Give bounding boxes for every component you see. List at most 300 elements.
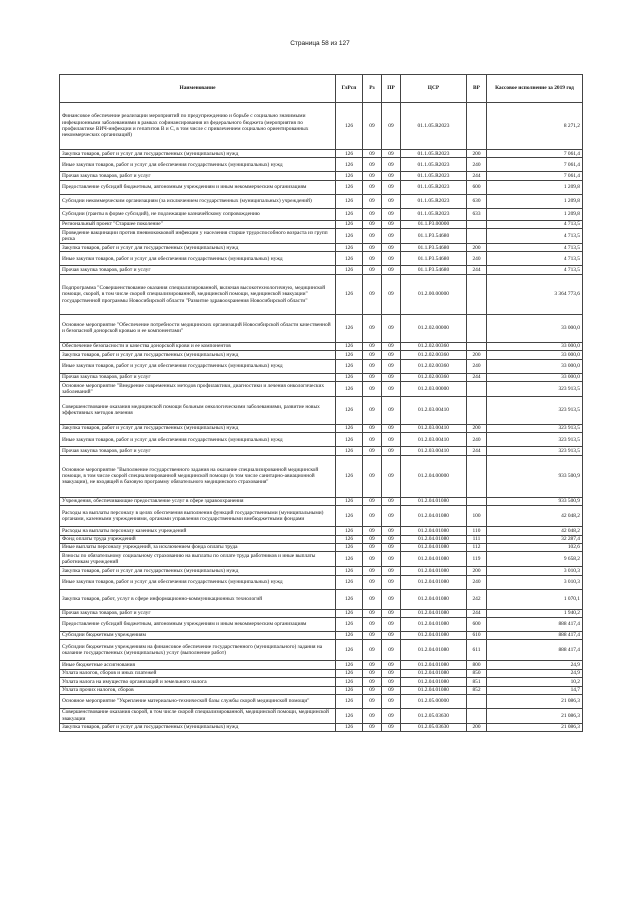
cell-name: Предоставление субсидий бюджетным, автономным учреждениям и иным некоммерческим организациям: [60, 617, 336, 631]
cell-grs: 126: [336, 609, 363, 617]
cell-csr: 01.2.04.01080: [401, 567, 467, 575]
cell-rz: 09: [363, 433, 382, 447]
cell-vr: 244: [467, 447, 487, 455]
cell-vr: 611: [467, 640, 487, 661]
cell-rz: 09: [363, 220, 382, 228]
cell-pr: 09: [382, 609, 401, 617]
cell-pr: 09: [382, 506, 401, 527]
cell-sum: 4 713,5: [487, 244, 583, 252]
cell-csr: 01.2.03.00410: [401, 424, 467, 432]
cell-pr: 09: [382, 244, 401, 252]
cell-pr: 09: [382, 447, 401, 455]
cell-pr: 09: [382, 103, 401, 150]
cell-pr: 09: [382, 351, 401, 359]
cell-sum: 4 713,5: [487, 220, 583, 228]
cell-rz: 09: [363, 447, 382, 455]
table-row: [60, 433, 583, 447]
table-row: [60, 382, 583, 397]
cell-rz: 09: [363, 252, 382, 266]
cell-csr: 01.2.03.00410: [401, 433, 467, 447]
table-row: [60, 723, 583, 731]
cell-sum: 33 000,0: [487, 351, 583, 359]
cell-grs: 126: [336, 266, 363, 274]
header-pr: ПР: [382, 75, 401, 103]
cell-csr: 01.2.05.03630: [401, 723, 467, 731]
cell-rz: 09: [363, 342, 382, 350]
cell-sum: 8 271,2: [487, 103, 583, 150]
cell-grs: 126: [336, 617, 363, 631]
cell-grs: 126: [336, 447, 363, 455]
table-row: [60, 669, 583, 677]
cell-rz: 09: [363, 382, 382, 397]
cell-grs: 126: [336, 359, 363, 373]
cell-grs: 126: [336, 351, 363, 359]
cell-name: Основное мероприятие "Внедрение современных методов профилактики, диагностики и лечения онкологических заболеваний": [60, 382, 336, 397]
cell-vr: 600: [467, 180, 487, 194]
cell-name: Проведение вакцинации против пневмококковой инфекции у населения старше трудоспособного возраста из групп риска: [60, 229, 336, 244]
cell-rz: 09: [363, 543, 382, 551]
cell-csr: 01.1.P3.54680: [401, 244, 467, 252]
cell-grs: 126: [336, 103, 363, 150]
cell-name: Прочая закупка товаров, работ и услуг: [60, 266, 336, 274]
cell-csr: 01.1.P3.54680: [401, 266, 467, 274]
table-row: [60, 567, 583, 575]
table-row: [60, 694, 583, 708]
header-sum: Кассовое исполнение за 2019 год: [487, 75, 583, 103]
cell-csr: 01.2.02.00360: [401, 373, 467, 381]
cell-csr: 01.1.05.R2023: [401, 180, 467, 194]
cell-sum: 4 713,5: [487, 266, 583, 274]
cell-vr: 244: [467, 609, 487, 617]
cell-sum: 33 000,0: [487, 359, 583, 373]
cell-name: Прочая закупка товаров, работ и услуг: [60, 172, 336, 180]
cell-vr: 244: [467, 266, 487, 274]
cell-sum: 323 913,5: [487, 382, 583, 397]
cell-csr: 01.1.P3.54680: [401, 252, 467, 266]
cell-vr: 200: [467, 567, 487, 575]
cell-csr: 01.2.04.01080: [401, 631, 467, 639]
cell-name: Уплата налогов, сборов и иных платежей: [60, 669, 336, 677]
cell-sum: 33 000,0: [487, 314, 583, 342]
cell-csr: 01.2.04.01080: [401, 678, 467, 686]
cell-vr: [467, 314, 487, 342]
cell-csr: 01.1.05.R2023: [401, 208, 467, 220]
cell-vr: 852: [467, 686, 487, 694]
cell-name: Уплата налога на имущество организаций и земельного налога: [60, 678, 336, 686]
table-row: [60, 220, 583, 228]
cell-name: Расходы на выплаты персоналу в целях обеспечения выполнения функций государственными (муниципальными) органами, казенными учреждениями, органами управления государственными внебюджетными фондами: [60, 506, 336, 527]
table-row: [60, 424, 583, 432]
cell-pr: 09: [382, 527, 401, 535]
cell-rz: 09: [363, 103, 382, 150]
cell-grs: 126: [336, 150, 363, 158]
cell-csr: 01.2.03.00000: [401, 382, 467, 397]
cell-sum: 1 209,8: [487, 194, 583, 208]
cell-sum: 7 061,4: [487, 150, 583, 158]
cell-pr: 09: [382, 694, 401, 708]
cell-pr: 09: [382, 535, 401, 543]
cell-grs: 126: [336, 314, 363, 342]
table-row: [60, 708, 583, 723]
cell-pr: 09: [382, 220, 401, 228]
cell-name: Прочая закупка товаров, работ и услуг: [60, 609, 336, 617]
cell-vr: 851: [467, 678, 487, 686]
table-row: [60, 543, 583, 551]
cell-name: Совершенствование оказания медицинской помощи больным онкологическими заболеваниями, развитие новых эффективных методов лечения: [60, 396, 336, 424]
cell-grs: 126: [336, 229, 363, 244]
cell-vr: 610: [467, 631, 487, 639]
cell-name: Субсидии некоммерческим организациям (за исключением государственных (муниципальных) учреждений): [60, 194, 336, 208]
table-row: [60, 575, 583, 589]
cell-name: Подпрограмма "Совершенствование оказания специализированной, включая высокотехнологичную, медицинской помощи, скорой, в том числе скорой специализированной, медицинской помощи, медицинской эвакуации" государственной программы Новосибирской области "Развитие здравоохранения Новосибирской области": [60, 274, 336, 314]
cell-name: Иные закупки товаров, работ и услуг для обеспечения государственных (муниципальных) нужд: [60, 359, 336, 373]
cell-csr: 01.1.05.R2023: [401, 172, 467, 180]
cell-sum: 24,9: [487, 669, 583, 677]
cell-sum: 888 417,4: [487, 631, 583, 639]
cell-csr: 01.2.04.01080: [401, 609, 467, 617]
cell-grs: 126: [336, 373, 363, 381]
cell-grs: 126: [336, 686, 363, 694]
cell-grs: 126: [336, 433, 363, 447]
cell-rz: 09: [363, 506, 382, 527]
cell-vr: [467, 396, 487, 424]
table-row: [60, 589, 583, 609]
table-row: [60, 158, 583, 172]
cell-grs: 126: [336, 424, 363, 432]
cell-csr: 01.2.05.00000: [401, 694, 467, 708]
cell-rz: 09: [363, 589, 382, 609]
cell-vr: 800: [467, 661, 487, 669]
cell-grs: 126: [336, 575, 363, 589]
cell-csr: 01.2.04.01080: [401, 506, 467, 527]
cell-csr: 01.2.05.03630: [401, 708, 467, 723]
cell-name: Субсидии бюджетным учреждениям: [60, 631, 336, 639]
cell-sum: 7 061,4: [487, 158, 583, 172]
cell-sum: 32 287,4: [487, 535, 583, 543]
cell-csr: 01.2.04.01080: [401, 640, 467, 661]
header-name: Наименование: [60, 75, 336, 103]
cell-grs: 126: [336, 708, 363, 723]
cell-vr: 244: [467, 373, 487, 381]
cell-sum: 888 417,4: [487, 617, 583, 631]
cell-rz: 09: [363, 609, 382, 617]
cell-pr: 09: [382, 342, 401, 350]
cell-rz: 09: [363, 158, 382, 172]
cell-grs: 126: [336, 694, 363, 708]
cell-name: Прочая закупка товаров, работ и услуг: [60, 373, 336, 381]
cell-name: Закупка товаров, работ и услуг для государственных (муниципальных) нужд: [60, 424, 336, 432]
cell-rz: 09: [363, 180, 382, 194]
table-row: [60, 617, 583, 631]
cell-csr: 01.2.04.01080: [401, 497, 467, 505]
cell-rz: 09: [363, 150, 382, 158]
table-row: [60, 150, 583, 158]
cell-grs: 126: [336, 180, 363, 194]
cell-name: Расходы на выплаты персоналу казенных учреждений: [60, 527, 336, 535]
cell-rz: 09: [363, 274, 382, 314]
cell-rz: 09: [363, 678, 382, 686]
cell-pr: 09: [382, 433, 401, 447]
cell-csr: 01.2.02.00360: [401, 359, 467, 373]
cell-grs: 126: [336, 497, 363, 505]
cell-sum: 33 000,0: [487, 373, 583, 381]
cell-csr: 01.2.04.00000: [401, 455, 467, 497]
cell-csr: 01.2.04.01080: [401, 552, 467, 567]
cell-grs: 126: [336, 552, 363, 567]
cell-name: Прочая закупка товаров, работ и услуг: [60, 447, 336, 455]
cell-sum: 4 713,5: [487, 252, 583, 266]
cell-name: Уплата прочих налогов, сборов: [60, 686, 336, 694]
cell-rz: 09: [363, 359, 382, 373]
cell-vr: [467, 455, 487, 497]
cell-name: Фонд оплаты труда учреждений: [60, 535, 336, 543]
cell-pr: 09: [382, 497, 401, 505]
cell-vr: 630: [467, 194, 487, 208]
cell-sum: 21 086,3: [487, 694, 583, 708]
cell-sum: 42 048,2: [487, 527, 583, 535]
table-row: [60, 640, 583, 661]
cell-name: Иные закупки товаров, работ и услуг для обеспечения государственных (муниципальных) нужд: [60, 575, 336, 589]
cell-sum: 888 417,4: [487, 640, 583, 661]
cell-vr: [467, 103, 487, 150]
table-row: [60, 506, 583, 527]
cell-sum: 323 913,5: [487, 433, 583, 447]
table-row: [60, 535, 583, 543]
cell-grs: 126: [336, 252, 363, 266]
cell-name: Финансовое обеспечение реализации мероприятий по предупреждению и борьбе с социально значимыми инфекционными заболеваниями в рамках софинансирования из федерального бюджета (мероприятия по профилактике ВИЧ-инфекции и гепатитов В и С, в том числе с привлечением социально ориентированных некоммерческих организаций): [60, 103, 336, 150]
cell-name: Иные выплаты персоналу учреждений, за исключением фонда оплаты труда: [60, 543, 336, 551]
cell-rz: 09: [363, 229, 382, 244]
table-row: [60, 609, 583, 617]
cell-vr: [467, 497, 487, 505]
cell-csr: 01.2.02.00360: [401, 351, 467, 359]
cell-vr: 850: [467, 669, 487, 677]
cell-name: Закупка товаров, работ и услуг для государственных (муниципальных) нужд: [60, 351, 336, 359]
cell-pr: 09: [382, 396, 401, 424]
table-row: [60, 552, 583, 567]
cell-pr: 09: [382, 266, 401, 274]
cell-vr: 240: [467, 433, 487, 447]
cell-name: Закупка товаров, работ и услуг для государственных (муниципальных) нужд: [60, 244, 336, 252]
cell-grs: 126: [336, 506, 363, 527]
cell-pr: 09: [382, 686, 401, 694]
cell-vr: 110: [467, 527, 487, 535]
cell-vr: [467, 220, 487, 228]
cell-vr: 240: [467, 359, 487, 373]
cell-sum: 323 913,5: [487, 424, 583, 432]
cell-sum: 933 500,9: [487, 497, 583, 505]
cell-vr: 200: [467, 351, 487, 359]
cell-sum: 9 658,2: [487, 552, 583, 567]
cell-csr: 01.1.05.R2023: [401, 103, 467, 150]
cell-sum: 1 940,2: [487, 609, 583, 617]
cell-rz: 09: [363, 194, 382, 208]
table-row: [60, 208, 583, 220]
cell-sum: 102,6: [487, 543, 583, 551]
cell-rz: 09: [363, 497, 382, 505]
cell-rz: 09: [363, 617, 382, 631]
table-row: [60, 229, 583, 244]
cell-csr: 01.2.04.01080: [401, 527, 467, 535]
cell-csr: 01.2.04.01080: [401, 669, 467, 677]
cell-vr: 200: [467, 424, 487, 432]
table-row: [60, 252, 583, 266]
cell-name: Совершенствование оказания скорой, в том числе скорой специализированной, медицинской помощи, медицинской эвакуации: [60, 708, 336, 723]
cell-pr: 09: [382, 567, 401, 575]
cell-rz: 09: [363, 244, 382, 252]
cell-pr: 09: [382, 631, 401, 639]
table-row: [60, 396, 583, 424]
cell-csr: 01.2.04.01080: [401, 543, 467, 551]
cell-grs: 126: [336, 661, 363, 669]
cell-rz: 09: [363, 208, 382, 220]
cell-rz: 09: [363, 669, 382, 677]
cell-grs: 126: [336, 158, 363, 172]
cell-vr: 112: [467, 543, 487, 551]
cell-pr: 09: [382, 424, 401, 432]
page-header: Страница 58 из 127: [290, 40, 350, 47]
table-row: [60, 678, 583, 686]
table-row: [60, 274, 583, 314]
cell-name: Закупка товаров, работ и услуг для государственных (муниципальных) нужд: [60, 723, 336, 731]
cell-pr: 09: [382, 229, 401, 244]
cell-vr: [467, 708, 487, 723]
cell-rz: 09: [363, 686, 382, 694]
cell-grs: 126: [336, 274, 363, 314]
cell-pr: 09: [382, 359, 401, 373]
cell-vr: 242: [467, 589, 487, 609]
cell-vr: [467, 342, 487, 350]
cell-grs: 126: [336, 172, 363, 180]
cell-grs: 126: [336, 396, 363, 424]
cell-sum: 7 061,4: [487, 172, 583, 180]
cell-pr: 09: [382, 382, 401, 397]
cell-csr: 01.2.03.00410: [401, 396, 467, 424]
cell-rz: 09: [363, 527, 382, 535]
cell-grs: 126: [336, 535, 363, 543]
cell-rz: 09: [363, 373, 382, 381]
cell-name: Предоставление субсидий бюджетным, автономным учреждениям и иным некоммерческим организациям: [60, 180, 336, 194]
cell-name: Региональный проект "Старшее поколение": [60, 220, 336, 228]
cell-name: Иные бюджетные ассигнования: [60, 661, 336, 669]
header-vr: ВР: [467, 75, 487, 103]
cell-sum: 10,2: [487, 678, 583, 686]
cell-rz: 09: [363, 535, 382, 543]
cell-sum: 1 209,8: [487, 208, 583, 220]
cell-pr: 09: [382, 661, 401, 669]
cell-sum: 3 010,3: [487, 567, 583, 575]
cell-csr: 01.1.05.R2023: [401, 158, 467, 172]
cell-grs: 126: [336, 640, 363, 661]
cell-vr: 200: [467, 723, 487, 731]
cell-csr: 01.1.P3.00000: [401, 220, 467, 228]
cell-pr: 09: [382, 314, 401, 342]
cell-pr: 09: [382, 194, 401, 208]
cell-sum: 1 070,1: [487, 589, 583, 609]
cell-pr: 09: [382, 180, 401, 194]
cell-vr: [467, 229, 487, 244]
cell-name: Иные закупки товаров, работ и услуг для обеспечения государственных (муниципальных) нужд: [60, 158, 336, 172]
cell-sum: 1 209,8: [487, 180, 583, 194]
table-row: [60, 266, 583, 274]
table-row: [60, 455, 583, 497]
cell-pr: 09: [382, 589, 401, 609]
cell-csr: 01.2.02.00360: [401, 342, 467, 350]
cell-rz: 09: [363, 455, 382, 497]
cell-pr: 09: [382, 252, 401, 266]
cell-vr: 240: [467, 575, 487, 589]
cell-vr: 600: [467, 617, 487, 631]
cell-csr: 01.2.00.00000: [401, 274, 467, 314]
cell-sum: 4 713,5: [487, 229, 583, 244]
cell-csr: 01.2.02.00000: [401, 314, 467, 342]
cell-rz: 09: [363, 351, 382, 359]
cell-csr: 01.1.P3.54680: [401, 229, 467, 244]
cell-pr: 09: [382, 552, 401, 567]
cell-grs: 126: [336, 455, 363, 497]
cell-pr: 09: [382, 708, 401, 723]
table-row: [60, 359, 583, 373]
cell-csr: 01.2.04.01080: [401, 589, 467, 609]
cell-name: Взносы по обязательному социальному страхованию на выплаты по оплате труда работников и иные выплаты работникам учреждений: [60, 552, 336, 567]
cell-name: Закупка товаров, работ, услуг в сфере информационно-коммуникационных технологий: [60, 589, 336, 609]
cell-rz: 09: [363, 266, 382, 274]
table-row: [60, 194, 583, 208]
cell-csr: 01.2.04.01080: [401, 575, 467, 589]
cell-sum: 933 500,9: [487, 455, 583, 497]
cell-rz: 09: [363, 552, 382, 567]
cell-rz: 09: [363, 424, 382, 432]
table-row: [60, 497, 583, 505]
cell-sum: 33 000,0: [487, 342, 583, 350]
cell-vr: [467, 694, 487, 708]
cell-grs: 126: [336, 220, 363, 228]
cell-vr: 240: [467, 158, 487, 172]
cell-csr: 01.2.04.01080: [401, 661, 467, 669]
cell-name: Основное мероприятие "Обеспечение потребности медицинских организаций Новосибирской области качественной и безопасной донорской кровью и ее компонентами": [60, 314, 336, 342]
cell-grs: 126: [336, 723, 363, 731]
cell-name: Иные закупки товаров, работ и услуг для обеспечения государственных (муниципальных) нужд: [60, 252, 336, 266]
cell-rz: 09: [363, 723, 382, 731]
cell-name: Закупка товаров, работ и услуг для государственных (муниципальных) нужд: [60, 567, 336, 575]
table-row: [60, 447, 583, 455]
cell-pr: 09: [382, 678, 401, 686]
cell-csr: 01.1.05.R2023: [401, 194, 467, 208]
cell-rz: 09: [363, 694, 382, 708]
header-rz: Рз: [363, 75, 382, 103]
cell-rz: 09: [363, 172, 382, 180]
cell-csr: 01.2.04.01080: [401, 617, 467, 631]
cell-vr: 111: [467, 535, 487, 543]
cell-pr: 09: [382, 617, 401, 631]
table-row: [60, 527, 583, 535]
cell-sum: 21 086,3: [487, 708, 583, 723]
cell-sum: 3 010,3: [487, 575, 583, 589]
cell-vr: 100: [467, 506, 487, 527]
cell-pr: 09: [382, 543, 401, 551]
header-csr: ЦСР: [401, 75, 467, 103]
cell-rz: 09: [363, 396, 382, 424]
cell-grs: 126: [336, 543, 363, 551]
table-row: [60, 314, 583, 342]
cell-grs: 126: [336, 567, 363, 575]
cell-name: Иные закупки товаров, работ и услуг для обеспечения государственных (муниципальных) нужд: [60, 433, 336, 447]
cell-grs: 126: [336, 244, 363, 252]
table-row: [60, 180, 583, 194]
cell-vr: 119: [467, 552, 487, 567]
cell-pr: 09: [382, 150, 401, 158]
cell-vr: 200: [467, 150, 487, 158]
